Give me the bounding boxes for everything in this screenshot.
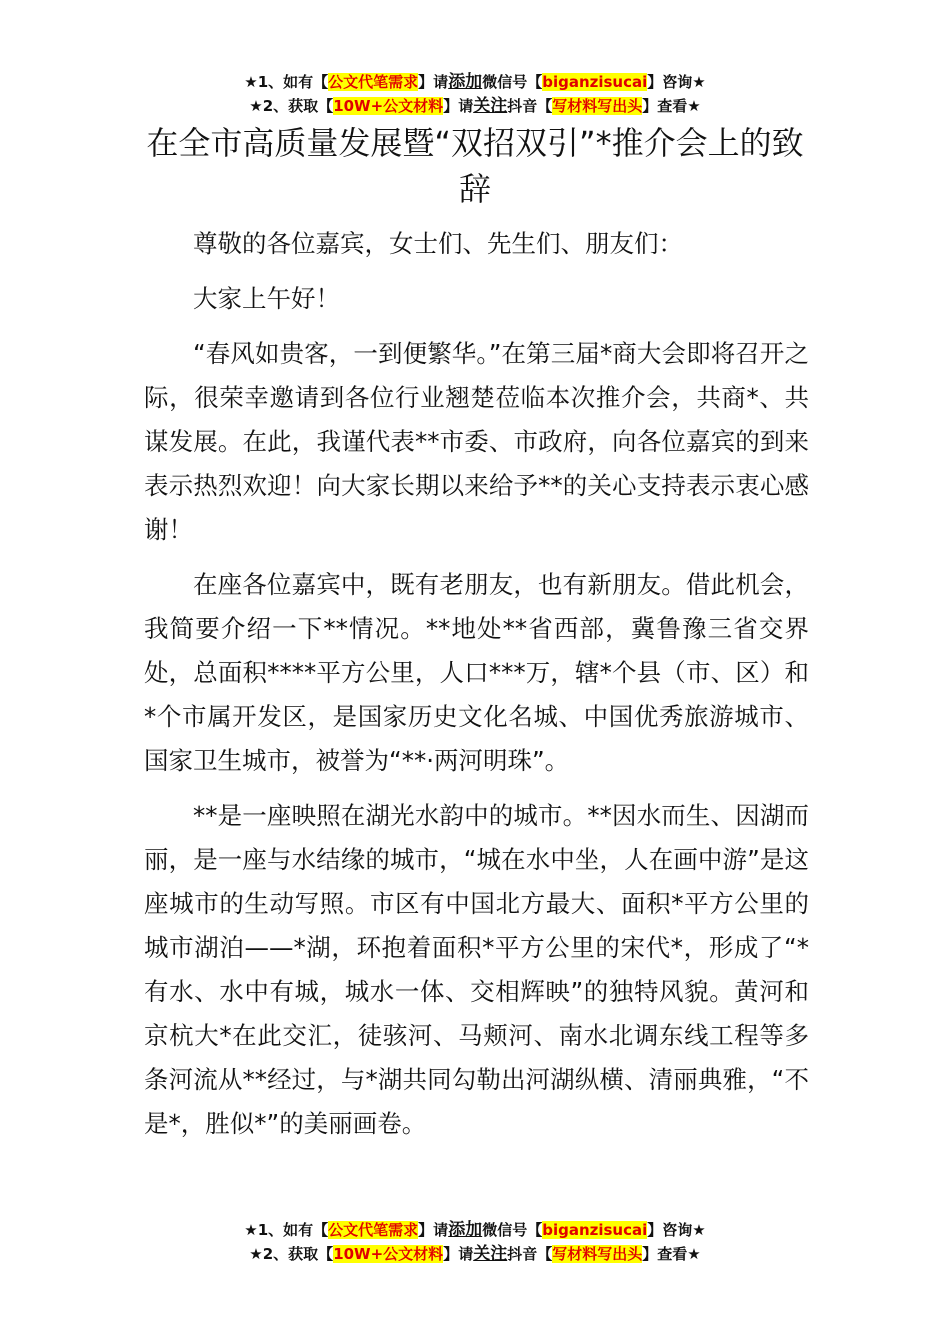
banner-text: 】请 [418, 73, 449, 91]
banner-text: 】查看★ [642, 97, 701, 115]
banner-text: 】请 [443, 1245, 474, 1263]
paragraph: **是一座映照在湖光水韵中的城市。**因水而生、因湖而丽，是一座与水结缘的城市，“城在水中坐，人在画中游”是这座城市的生动写照。市区有中国北方最大、面积*平方公里的城市湖泊——*湖，环抱着面积*平方公里的宋代*，形成了“*有水、水中有城，城水一体、交相辉映”的独特风貌。黄河和京杭大*在此交汇，徒骇河、马颊河、南水北调东线工程等多条河流从**经过，与*湖共同勾勒出河湖纵横、清丽典雅，“不是*，胜似*”的美丽画卷。 [144, 801, 809, 1138]
paragraph: 大家上午好！ [193, 284, 340, 313]
banner-text: 微信号【 [482, 73, 543, 91]
header-banner [0, 70, 950, 118]
document-title: 在全市高质量发展暨“双招双引”*推介会上的致辞 [146, 124, 804, 208]
banner-text: 抖音【 [507, 97, 553, 115]
footer-banner [0, 1218, 950, 1266]
banner-highlight: 10W+公文材料 [333, 97, 444, 115]
paragraph: 在座各位嘉宾中，既有老朋友，也有新朋友。借此机会，我简要介绍一下**情况。**地处**省西部，冀鲁豫三省交界处，总面积****平方公里，人口***万，辖*个县（市、区）和*个市属开发区，是国家历史文化名城、中国优秀旅游城市、国家卫生城市，被誉为“**·两河明珠”。 [144, 570, 809, 775]
banner-text: ★2、获取【 [249, 97, 334, 115]
banner-highlight: 公文代笔需求 [328, 73, 419, 91]
banner-text: 】咨询★ [647, 73, 706, 91]
banner-highlight: 写材料写出头 [552, 1245, 643, 1263]
banner-line-1 [0, 70, 950, 94]
banner-text: 】请 [443, 97, 474, 115]
banner-underlined: 关注 [473, 96, 508, 116]
banner-text: ★1、如有【 [244, 1221, 329, 1239]
document-body [144, 222, 809, 1157]
paragraph: “春风如贵客，一到便繁华。”在第三届*商大会即将召开之际，很荣幸邀请到各位行业翘楚莅临本次推介会，共商*、共谋发展。在此，我谨代表**市委、市政府，向各位嘉宾的到来表示热烈欢迎！向大家长期以来给予**的关心支持表示衷心感谢！ [144, 339, 809, 544]
banner-text: 微信号【 [482, 1221, 543, 1239]
banner-highlight: biganzisucai [542, 1221, 648, 1239]
paragraph: 尊敬的各位嘉宾，女士们、先生们、朋友们： [193, 229, 683, 258]
banner-highlight: 10W+公文材料 [333, 1245, 444, 1263]
banner-underlined: 添加 [448, 72, 483, 92]
banner-text: ★2、获取【 [249, 1245, 334, 1263]
banner-text: 抖音【 [507, 1245, 553, 1263]
banner-underlined: 关注 [473, 1244, 508, 1264]
banner-text: ★1、如有【 [244, 73, 329, 91]
banner-text: 】咨询★ [647, 1221, 706, 1239]
banner-line-2 [0, 94, 950, 118]
banner-underlined: 添加 [448, 1220, 483, 1240]
banner-text: 】请 [418, 1221, 449, 1239]
banner-line-2 [0, 1242, 950, 1266]
banner-highlight: 写材料写出头 [552, 97, 643, 115]
banner-highlight: 公文代笔需求 [328, 1221, 419, 1239]
banner-text: 】查看★ [642, 1245, 701, 1263]
banner-highlight: biganzisucai [542, 73, 648, 91]
banner-line-1 [0, 1218, 950, 1242]
